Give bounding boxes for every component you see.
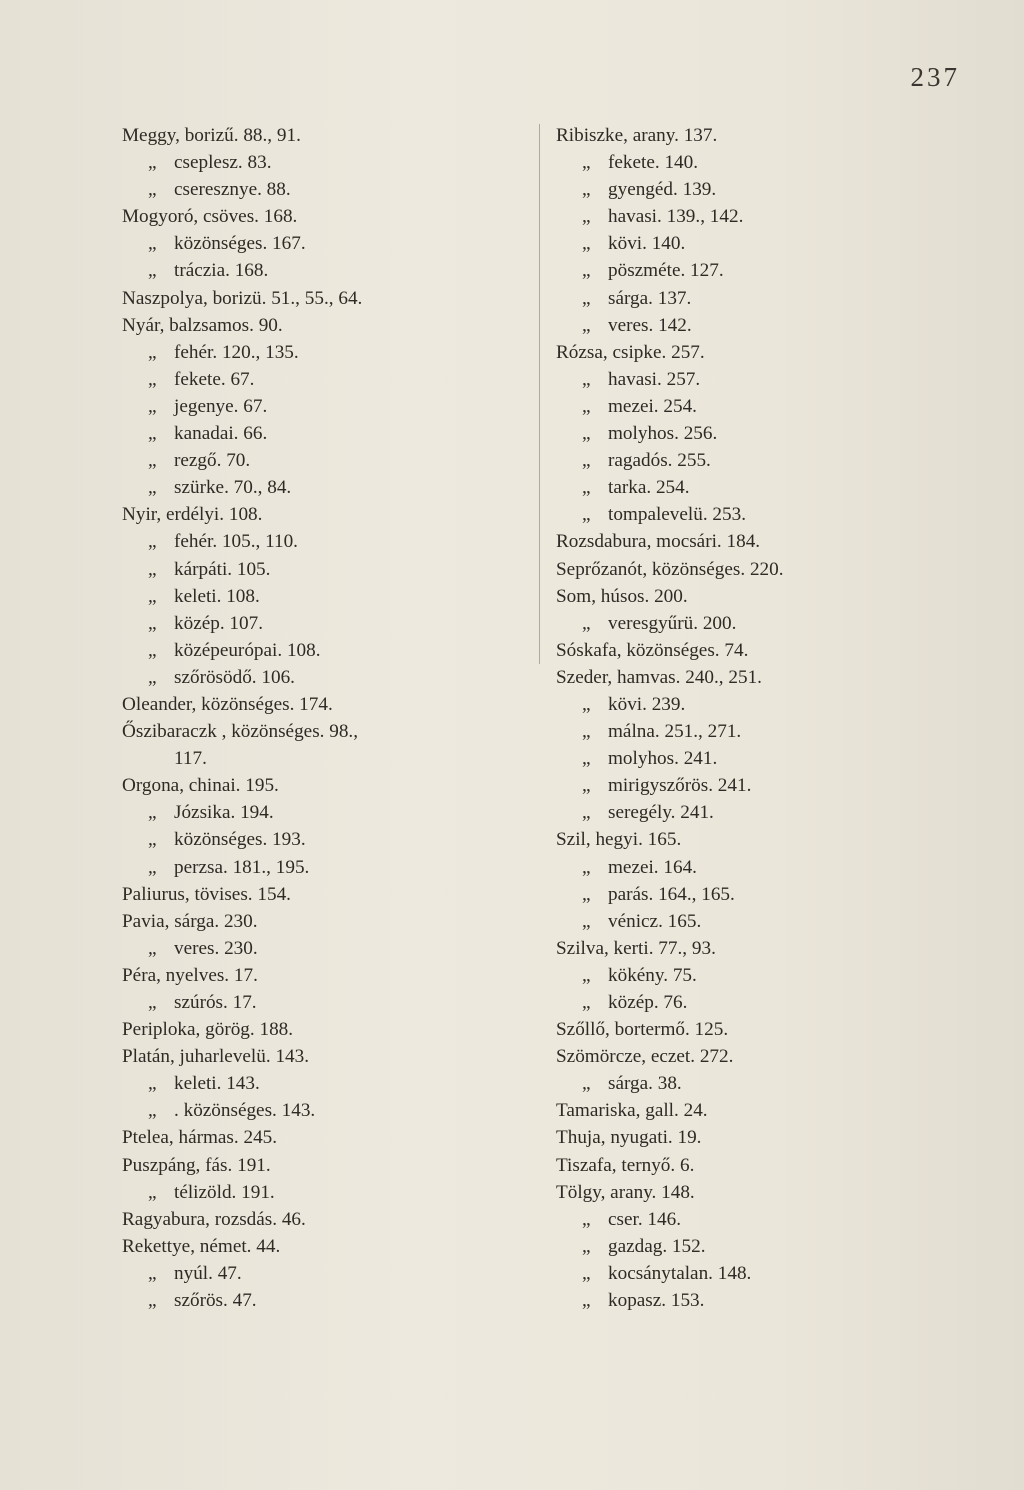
index-entry-text: tarka. 254. bbox=[608, 477, 690, 499]
index-entry-text: tompalevelü. 253. bbox=[608, 504, 747, 526]
index-entry-text: perzsa. 181., 195. bbox=[174, 856, 310, 878]
index-entry-text: Meggy, borizű. 88., 91. bbox=[122, 125, 301, 146]
index-entry bbox=[122, 122, 522, 149]
index-entry-text: ragadós. 255. bbox=[608, 450, 711, 472]
index-entry bbox=[122, 1070, 522, 1097]
index-entry bbox=[556, 474, 966, 501]
index-entry bbox=[556, 230, 966, 257]
ditto-mark: „ bbox=[582, 721, 591, 743]
index-entry bbox=[556, 420, 966, 447]
index-entry-text: Naszpolya, borizü. 51., 55., 64. bbox=[122, 287, 363, 309]
index-entry bbox=[556, 528, 966, 555]
index-entry bbox=[122, 583, 522, 610]
index-entry bbox=[556, 366, 966, 393]
index-entry bbox=[556, 257, 966, 284]
index-entry bbox=[556, 962, 966, 989]
index-entry-text: télizöld. 191. bbox=[174, 1181, 275, 1203]
index-entry-text: Oleander, közönséges. 174. bbox=[122, 693, 333, 715]
index-entry-text: Nyir, erdélyi. 108. bbox=[122, 504, 263, 526]
index-entry-text: Tiszafa, ternyő. 6. bbox=[556, 1154, 695, 1176]
ditto-mark: „ bbox=[148, 233, 157, 255]
index-entry bbox=[122, 718, 522, 745]
index-entry-text: kárpáti. 105. bbox=[174, 558, 271, 580]
index-entry bbox=[122, 1233, 522, 1260]
index-entry-text: vénicz. 165. bbox=[608, 910, 702, 932]
index-entry-text: szürke. 70., 84. bbox=[174, 477, 292, 499]
index-entry bbox=[122, 637, 522, 664]
index-entry bbox=[122, 854, 522, 881]
index-entry bbox=[122, 474, 522, 501]
index-entry-text: veres. 230. bbox=[174, 937, 258, 959]
index-entry-text: közép. 76. bbox=[608, 992, 688, 1013]
index-entry bbox=[556, 1070, 966, 1097]
index-entry bbox=[556, 1179, 966, 1206]
ditto-mark: „ bbox=[148, 341, 157, 363]
index-entry bbox=[122, 285, 522, 312]
index-entry bbox=[556, 881, 966, 908]
ditto-mark: „ bbox=[582, 179, 591, 201]
ditto-mark: „ bbox=[582, 1073, 591, 1095]
index-entry bbox=[556, 935, 966, 962]
ditto-mark: „ bbox=[582, 368, 591, 390]
index-entry bbox=[556, 583, 966, 610]
index-entry-text: Orgona, chinai. 195. bbox=[122, 775, 279, 797]
index-entry-text: kocsánytalan. 148. bbox=[608, 1262, 752, 1284]
index-entry bbox=[556, 203, 966, 230]
ditto-mark: „ bbox=[582, 504, 591, 526]
index-entry bbox=[122, 989, 522, 1016]
index-entry-text: veresgyűrü. 200. bbox=[608, 612, 737, 634]
index-entry-text: kopasz. 153. bbox=[608, 1290, 705, 1312]
index-entry-text: kökény. 75. bbox=[608, 964, 697, 986]
index-entry-text: középeurópai. 108. bbox=[174, 639, 321, 661]
index-entry bbox=[122, 1124, 522, 1151]
ditto-mark: „ bbox=[582, 233, 591, 255]
index-entry bbox=[556, 1152, 966, 1179]
index-entry-text: molyhos. 241. bbox=[608, 748, 718, 770]
index-entry bbox=[556, 691, 966, 718]
index-entry bbox=[122, 556, 522, 583]
index-entry-text: keleti. 143. bbox=[174, 1073, 260, 1095]
ditto-mark: „ bbox=[148, 1290, 157, 1312]
index-entry-text: közönséges. 193. bbox=[174, 829, 306, 851]
ditto-mark: „ bbox=[148, 1100, 157, 1122]
index-entry bbox=[122, 772, 522, 799]
index-entry-text: keleti. 108. bbox=[174, 585, 260, 607]
index-entry bbox=[122, 962, 522, 989]
index-entry-text: sárga. 137. bbox=[608, 287, 692, 309]
index-entry-text: . közönséges. 143. bbox=[174, 1100, 316, 1122]
index-entry bbox=[122, 1179, 522, 1206]
index-entry bbox=[122, 339, 522, 366]
index-entry-text: fekete. 140. bbox=[608, 152, 699, 174]
index-entry-text: Szömörcze, eczet. 272. bbox=[556, 1046, 734, 1068]
index-entry-text: szőrös. 47. bbox=[174, 1290, 257, 1312]
index-entry bbox=[122, 203, 522, 230]
index-entry bbox=[122, 664, 522, 691]
ditto-mark: „ bbox=[148, 368, 157, 390]
ditto-mark: „ bbox=[582, 152, 591, 174]
ditto-mark: „ bbox=[582, 1290, 591, 1312]
index-entry-text: közép. 107. bbox=[174, 612, 263, 634]
index-entry bbox=[556, 556, 966, 583]
index-entry-text: Ragyabura, rozsdás. 46. bbox=[122, 1208, 306, 1230]
ditto-mark: „ bbox=[148, 477, 157, 499]
index-entry-text: kanadai. 66. bbox=[174, 423, 268, 445]
index-entry-text: mezei. 164. bbox=[608, 856, 697, 878]
index-entry-text: Rózsa, csipke. 257. bbox=[556, 341, 705, 363]
index-entry bbox=[556, 989, 966, 1016]
index-entry bbox=[556, 176, 966, 203]
index-entry-text: mezei. 254. bbox=[608, 395, 697, 417]
index-entry bbox=[122, 366, 522, 393]
ditto-mark: „ bbox=[582, 802, 591, 824]
ditto-mark: „ bbox=[582, 395, 591, 417]
index-entry-text: havasi. 139., 142. bbox=[608, 206, 744, 228]
index-entry bbox=[556, 122, 966, 149]
index-entry bbox=[122, 447, 522, 474]
index-entry bbox=[122, 176, 522, 203]
index-entry-text: szúrós. 17. bbox=[174, 992, 257, 1013]
index-entry bbox=[122, 1016, 522, 1043]
index-entry bbox=[556, 1260, 966, 1287]
ditto-mark: „ bbox=[582, 1208, 591, 1230]
index-entry-text: cser. 146. bbox=[608, 1208, 682, 1230]
index-entry-text: fekete. 67. bbox=[174, 368, 255, 390]
index-entry-text: Szőllő, bortermő. 125. bbox=[556, 1019, 729, 1041]
ditto-mark: „ bbox=[148, 423, 157, 445]
ditto-mark: „ bbox=[148, 260, 157, 282]
index-entry-text: tráczia. 168. bbox=[174, 260, 269, 282]
index-entry-text: Szeder, hamvas. 240., 251. bbox=[556, 666, 762, 688]
ditto-mark: „ bbox=[582, 477, 591, 499]
index-entry bbox=[122, 501, 522, 528]
index-entry bbox=[122, 1097, 522, 1124]
ditto-mark: „ bbox=[582, 423, 591, 445]
ditto-mark: „ bbox=[582, 748, 591, 770]
index-entry-text: Őszibaraczk , közönséges. 98., bbox=[122, 721, 359, 743]
index-entry bbox=[122, 420, 522, 447]
index-entry bbox=[556, 610, 966, 637]
index-entry-text: veres. 142. bbox=[608, 314, 692, 336]
ditto-mark: „ bbox=[582, 910, 591, 932]
index-entry bbox=[122, 1152, 522, 1179]
index-entry-text: fehér. 105., 110. bbox=[174, 531, 298, 553]
index-entry-text: Rozsdabura, mocsári. 184. bbox=[556, 531, 761, 553]
index-entry bbox=[122, 908, 522, 935]
index-entry-text: nyúl. 47. bbox=[174, 1262, 242, 1284]
index-entry-text: fehér. 120., 135. bbox=[174, 341, 299, 363]
index-entry-text: rezgő. 70. bbox=[174, 450, 251, 472]
index-entry-text: Sóskafa, közönséges. 74. bbox=[556, 639, 749, 661]
index-entry bbox=[556, 826, 966, 853]
ditto-mark: „ bbox=[148, 802, 157, 824]
ditto-mark: „ bbox=[148, 152, 157, 174]
index-entry-text: Szilva, kerti. 77., 93. bbox=[556, 937, 716, 959]
index-entry-text: cseresznye. 88. bbox=[174, 179, 291, 201]
index-entry bbox=[122, 826, 522, 853]
index-entry bbox=[556, 1233, 966, 1260]
ditto-mark: „ bbox=[582, 964, 591, 986]
index-column-right bbox=[556, 122, 966, 1314]
index-entry bbox=[556, 908, 966, 935]
ditto-mark: „ bbox=[582, 260, 591, 282]
index-entry bbox=[556, 312, 966, 339]
ditto-mark: „ bbox=[148, 179, 157, 201]
ditto-mark: „ bbox=[582, 287, 591, 309]
index-entry bbox=[556, 1043, 966, 1070]
ditto-mark: „ bbox=[148, 639, 157, 661]
index-entry-text: Tölgy, arany. 148. bbox=[556, 1181, 695, 1203]
index-entry-text: Nyár, balzsamos. 90. bbox=[122, 314, 283, 336]
ditto-mark: „ bbox=[148, 395, 157, 417]
index-entry bbox=[556, 718, 966, 745]
ditto-mark: „ bbox=[582, 314, 591, 336]
index-entry bbox=[556, 745, 966, 772]
index-entry bbox=[122, 935, 522, 962]
ditto-mark: „ bbox=[582, 206, 591, 228]
index-entry bbox=[556, 1016, 966, 1043]
ditto-mark: „ bbox=[148, 992, 157, 1013]
index-entry-text: Platán, juharlevelü. 143. bbox=[122, 1046, 310, 1068]
index-entry-text: gyengéd. 139. bbox=[608, 179, 717, 201]
index-entry-text: pöszméte. 127. bbox=[608, 260, 724, 282]
index-entry-text: Mogyoró, csöves. 168. bbox=[122, 206, 298, 228]
ditto-mark: „ bbox=[148, 1073, 157, 1095]
ditto-mark: „ bbox=[582, 450, 591, 472]
index-entry bbox=[122, 691, 522, 718]
ditto-mark: „ bbox=[582, 1235, 591, 1257]
index-entry bbox=[556, 799, 966, 826]
ditto-mark: „ bbox=[148, 612, 157, 634]
index-entry bbox=[556, 285, 966, 312]
index-entry-text: havasi. 257. bbox=[608, 368, 701, 390]
ditto-mark: „ bbox=[582, 883, 591, 905]
index-entry-text: parás. 164., 165. bbox=[608, 883, 735, 905]
index-entry bbox=[122, 1206, 522, 1233]
column-divider bbox=[539, 124, 540, 664]
index-entry bbox=[556, 637, 966, 664]
index-entry bbox=[122, 881, 522, 908]
index-entry-text: cseplesz. 83. bbox=[174, 152, 272, 174]
index-entry bbox=[122, 1260, 522, 1287]
index-entry bbox=[556, 393, 966, 420]
index-entry bbox=[556, 149, 966, 176]
index-entry-text: málna. 251., 271. bbox=[608, 721, 742, 743]
index-entry bbox=[122, 745, 522, 772]
index-entry-text: molyhos. 256. bbox=[608, 423, 718, 445]
index-entry-text: Rekettye, német. 44. bbox=[122, 1235, 281, 1257]
ditto-mark: „ bbox=[148, 1262, 157, 1284]
ditto-mark: „ bbox=[582, 856, 591, 878]
ditto-mark: „ bbox=[148, 829, 157, 851]
index-entry bbox=[556, 664, 966, 691]
index-entry-text: mirigyszőrös. 241. bbox=[608, 775, 752, 797]
index-entry bbox=[122, 230, 522, 257]
ditto-mark: „ bbox=[148, 585, 157, 607]
index-entry-text: Ptelea, hármas. 245. bbox=[122, 1127, 278, 1149]
ditto-mark: „ bbox=[148, 856, 157, 878]
index-entry-text: gazdag. 152. bbox=[608, 1235, 706, 1257]
index-entry-text: szőrösödő. 106. bbox=[174, 666, 295, 688]
ditto-mark: „ bbox=[582, 612, 591, 634]
index-entry-text: 117. bbox=[174, 748, 207, 770]
index-entry-text: Periploka, görög. 188. bbox=[122, 1019, 294, 1041]
index-entry bbox=[556, 501, 966, 528]
index-entry-text: kövi. 239. bbox=[608, 693, 686, 715]
ditto-mark: „ bbox=[148, 666, 157, 688]
index-entry-text: Tamariska, gall. 24. bbox=[556, 1100, 708, 1122]
index-entry-text: Som, húsos. 200. bbox=[556, 585, 688, 607]
index-entry bbox=[122, 393, 522, 420]
index-entry bbox=[556, 1287, 966, 1314]
index-entry bbox=[556, 339, 966, 366]
index-entry-text: Péra, nyelves. 17. bbox=[122, 964, 258, 986]
index-entry bbox=[122, 257, 522, 284]
index-column-left bbox=[122, 122, 522, 1314]
ditto-mark: „ bbox=[582, 693, 591, 715]
index-entry-text: Paliurus, tövises. 154. bbox=[122, 883, 291, 905]
ditto-mark: „ bbox=[148, 937, 157, 959]
ditto-mark: „ bbox=[148, 450, 157, 472]
index-entry-text: jegenye. 67. bbox=[174, 395, 268, 417]
index-entry-text: Pavia, sárga. 230. bbox=[122, 910, 258, 932]
index-entry bbox=[556, 1206, 966, 1233]
ditto-mark: „ bbox=[148, 558, 157, 580]
index-entry-text: Szil, hegyi. 165. bbox=[556, 829, 682, 851]
index-entry bbox=[122, 1043, 522, 1070]
index-entry bbox=[556, 854, 966, 881]
page-number: 237 bbox=[910, 62, 960, 92]
index-entry bbox=[556, 1097, 966, 1124]
index-entry-text: Puszpáng, fás. 191. bbox=[122, 1154, 271, 1176]
index-entry bbox=[556, 1124, 966, 1151]
index-entry bbox=[556, 772, 966, 799]
index-entry bbox=[122, 528, 522, 555]
index-entry bbox=[122, 610, 522, 637]
index-entry-text: Józsika. 194. bbox=[174, 802, 274, 824]
index-entry-text: Seprőzanót, közönséges. 220. bbox=[556, 558, 784, 580]
ditto-mark: „ bbox=[582, 992, 591, 1013]
index-entry-text: Ribiszke, arany. 137. bbox=[556, 125, 718, 146]
index-entry-text: kövi. 140. bbox=[608, 233, 686, 255]
ditto-mark: „ bbox=[148, 1181, 157, 1203]
index-entry-text: közönséges. 167. bbox=[174, 233, 306, 255]
ditto-mark: „ bbox=[582, 775, 591, 797]
index-entry-text: sárga. 38. bbox=[608, 1073, 682, 1095]
index-entry bbox=[556, 447, 966, 474]
index-entry bbox=[122, 1287, 522, 1314]
index-entry-text: Thuja, nyugati. 19. bbox=[556, 1127, 702, 1149]
index-entry bbox=[122, 149, 522, 176]
index-entry-text: seregély. 241. bbox=[608, 802, 714, 824]
ditto-mark: „ bbox=[148, 531, 157, 553]
index-entry bbox=[122, 799, 522, 826]
index-entry bbox=[122, 312, 522, 339]
ditto-mark: „ bbox=[582, 1262, 591, 1284]
